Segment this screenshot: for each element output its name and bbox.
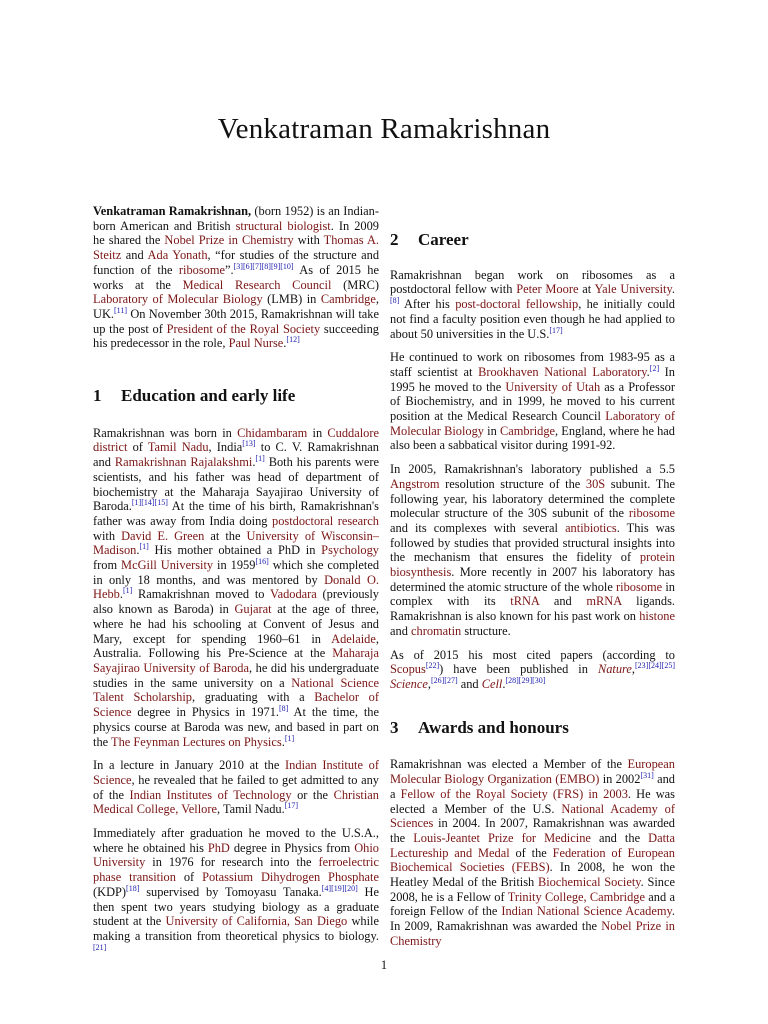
- link-chromatin[interactable]: chromatin: [411, 623, 462, 638]
- link-ada-yonath[interactable]: Ada Yonath: [147, 248, 208, 263]
- link-science[interactable]: Science: [390, 676, 428, 691]
- link-cell[interactable]: Cell: [481, 676, 503, 691]
- link-iisc[interactable]: Indian Institute of Science: [93, 758, 380, 787]
- link-ntse[interactable]: National Science Talent Scholarship: [93, 675, 379, 705]
- citation[interactable]: [21]: [93, 942, 107, 952]
- link-thomas-steitz[interactable]: Thomas A. Steitz: [93, 233, 380, 263]
- link-gujarat[interactable]: Gujarat: [234, 602, 272, 617]
- link-brookhaven[interactable]: Brookhaven National Laboratory: [478, 364, 647, 379]
- subject-name: Venkatraman Ramakrishnan,: [93, 204, 252, 218]
- citation[interactable]: [8]: [390, 296, 400, 306]
- link-frs[interactable]: Fellow of the Royal Society (FRS) in 2003: [400, 786, 628, 801]
- citation[interactable]: [1][14][15]: [131, 498, 168, 508]
- link-tamil-nadu[interactable]: Tamil Nadu: [147, 440, 209, 455]
- section-heading-career: 2 Career: [390, 230, 469, 249]
- link-nature[interactable]: Nature: [597, 662, 632, 677]
- link-louis-jeantet[interactable]: Louis-Jeantet Prize for Medicine: [413, 830, 591, 845]
- citation[interactable]: [2]: [649, 363, 660, 373]
- citation[interactable]: [28][29][30]: [505, 675, 546, 685]
- link-histone[interactable]: histone: [639, 609, 675, 624]
- citation[interactable]: [26][27]: [430, 675, 458, 685]
- link-nobel-prize[interactable]: Nobel Prize in Chemistry: [164, 233, 294, 248]
- section-heading-awards: 3 Awards and honours: [390, 717, 569, 737]
- link-kdp[interactable]: Potassium Dihydrogen Phosphate: [202, 870, 379, 885]
- link-ribosome[interactable]: ribosome: [628, 506, 675, 521]
- citation[interactable]: [8]: [279, 704, 289, 714]
- citation[interactable]: [1]: [284, 733, 295, 743]
- citation[interactable]: [12]: [286, 335, 300, 345]
- link-uw-madison[interactable]: University of Wisconsin–Madison: [93, 528, 379, 558]
- link-david-green[interactable]: David E. Green: [121, 528, 205, 543]
- link-psychology[interactable]: Psychology: [321, 543, 379, 558]
- link-scopus[interactable]: Scopus: [390, 662, 426, 677]
- link-insa[interactable]: Indian National Science Academy: [501, 904, 672, 919]
- link-mrna[interactable]: mRNA: [586, 594, 622, 609]
- education-paragraph-2: In a lecture in January 2010 at the Indian Institute of Science, he revealed that he failed to get admitted to any of the Indian Institutes of Technology or the Christian Medical College, Vellore, Tamil Nadu.[17]: [93, 758, 380, 817]
- link-trinity-college[interactable]: Trinity College, Cambridge: [507, 889, 645, 904]
- citation[interactable]: [17]: [549, 325, 563, 335]
- link-embo[interactable]: European Molecular Biology Organization (EMBO): [390, 757, 675, 787]
- career-paragraph-4: As of 2015 his most cited papers (according to Scopus[22]) have been published in Nature,[23][24][25] Science,[26][27] and Cell.[28][29][30]: [390, 647, 675, 691]
- link-ferroelectric[interactable]: ferroelectric phase transition: [93, 855, 379, 885]
- link-ribosome[interactable]: ribosome: [616, 579, 663, 594]
- link-postdoc-fellowship[interactable]: post-doctoral fellowship: [455, 297, 579, 312]
- link-peter-moore[interactable]: Peter Moore: [516, 282, 579, 297]
- left-column: [93, 204, 379, 967]
- link-nas[interactable]: National Academy of Sciences: [390, 801, 675, 831]
- citation[interactable]: [31]: [640, 771, 654, 781]
- link-cambridge[interactable]: Cambridge: [320, 292, 376, 307]
- awards-paragraph-1: Ramakrishnan was elected a Member of the European Molecular Biology Organization (EMBO) in 2002[31] and a Fellow of the Royal Society (FRS) in 2003. He was elected a Member of the U.S. National Academy of Sciences in 2004. In 2007, Ramakrishnan was awarded the Louis-Jeantet Prize for Medicine and the Datta Lectureship and Medal of the Federation of European Biochemical Societies (FEBS). In 2008, he won the Heatley Medal of the British Biochemical Society. Since 2008, he is a Fellow of Trinity College, Cambridge and a foreign Fellow of the Indian National Science Academy. In 2009, Ramakrishnan was awarded the Nobel Prize in Chemistry: [390, 757, 675, 948]
- citation[interactable]: [22]: [425, 661, 440, 671]
- education-paragraph-1: Ramakrishnan was born in Chidambaram in Cuddalore district of Tamil Nadu, India[13] to C. V. Ramakrishnan and Ramakrishnan Rajalakshmi.[1] Both his parents were scientists, and his father was head of department of biochemistry at the Maharaja Sayajirao University of Baroda.[1][14][15] At the time of his birth, Ramakrishnan's father was away from India doing postdoctoral research with David E. Green at the University of Wisconsin–Madison.[1] His mother obtained a PhD in Psychology from McGill University in 1959[16] which she completed in only 18 months, and was mentored by Donald O. Hebb.[1] Ramakrishnan moved to Vadodara (previously also known as Baroda) in Gujarat at the age of three, where he had his schooling at Convent of Jesus and Mary, except for spending 1960–61 in Adelaide, Australia. Following his Pre-Science at the Maharaja Sayajirao University of Baroda, he did his undergraduate studies in the same university on a National Science Talent Scholarship, graduating with a Bachelor of Science degree in Physics in 1971.[8] At the time, the physics course at Baroda was new, and based in part on the The Feynman Lectures on Physics.[1]: [93, 425, 380, 749]
- citation[interactable]: [23][24][25]: [635, 661, 675, 671]
- link-30s[interactable]: 30S: [585, 476, 606, 491]
- link-utah[interactable]: University of Utah: [505, 379, 601, 394]
- link-bsc[interactable]: Bachelor of Science: [93, 690, 379, 720]
- link-cambridge[interactable]: Cambridge: [499, 423, 556, 438]
- link-antibiotics[interactable]: antibiotics: [565, 520, 617, 535]
- link-yale[interactable]: Yale University: [594, 282, 672, 297]
- link-mrc[interactable]: Medical Research Council: [182, 277, 332, 292]
- citation[interactable]: [17]: [284, 801, 299, 811]
- citation[interactable]: [1]: [122, 586, 133, 596]
- link-iit[interactable]: Indian Institutes of Technology: [129, 787, 292, 802]
- link-febs[interactable]: Federation of European Biochemical Societies (FEBS): [390, 845, 675, 875]
- section-heading-education: 1 Education and early life: [93, 386, 296, 406]
- link-angstrom[interactable]: Angstrom: [390, 476, 440, 491]
- citation[interactable]: [1]: [255, 454, 265, 464]
- link-phd[interactable]: PhD: [207, 840, 230, 855]
- link-adelaide[interactable]: Adelaide: [331, 631, 376, 646]
- link-rajalakshmi[interactable]: Ramakrishnan Rajalakshmi: [114, 455, 253, 470]
- link-vadodara[interactable]: Vadodara: [270, 587, 317, 602]
- link-biochemical-society[interactable]: Biochemical Society: [537, 875, 641, 890]
- link-nobel-prize[interactable]: Nobel Prize in Chemistry: [390, 919, 675, 948]
- education-paragraph-3: Immediately after graduation he moved to the U.S.A., where he obtained his PhD degree in Physics from Ohio University in 1976 for research into the ferroelectric phase transition of Potassium Dihydrogen Phosphate (KDP)[18] supervised by Tomoyasu Tanaka.[4][19][20] He then spent two years studying biology as a graduate student at the University of California, San Diego while making a transition from theoretical physics to biology.[21]: [93, 826, 380, 952]
- link-chidambaram[interactable]: Chidambaram: [237, 425, 308, 440]
- link-ohio-university[interactable]: Ohio University: [93, 840, 379, 870]
- link-president-royal-society[interactable]: President of the Royal Society: [166, 321, 321, 336]
- link-cmc-vellore[interactable]: Christian Medical College, Vellore: [93, 787, 379, 817]
- article-title: Venkatraman Ramakrishnan: [217, 113, 551, 145]
- link-protein-biosynthesis[interactable]: protein biosynthesis: [390, 550, 675, 580]
- link-feynman-lectures[interactable]: The Feynman Lectures on Physics: [111, 734, 282, 749]
- link-datta-lectureship[interactable]: Datta Lectureship and Medal: [390, 830, 675, 860]
- link-structural-biologist[interactable]: structural biologist: [235, 218, 331, 233]
- citation[interactable]: [3][6][7][8][9][10]: [233, 261, 294, 271]
- link-ribosome[interactable]: ribosome: [178, 262, 226, 277]
- link-postdoctoral-research[interactable]: postdoctoral research: [272, 513, 380, 528]
- career-paragraph-1: Ramakrishnan began work on ribosomes as a postdoctoral fellow with Peter Moore at Yale University.[8] After his post-doctoral fellowship, he initially could not find a faculty position even though he had applied to about 50 universities in the U.S.[17]: [390, 267, 675, 341]
- link-paul-nurse[interactable]: Paul Nurse: [228, 336, 284, 351]
- link-mcgill[interactable]: McGill University: [121, 558, 214, 573]
- career-paragraph-3: In 2005, Ramakrishnan's laboratory published a 5.5 Angstrom resolution structure of the 30S subunit. The following year, his laboratory determined the complete molecular structure of the 30S subunit of the ribosome and its complexes with several antibiotics. This was followed by studies that provided structural insights into the mechanism that ensures the fidelity of protein biosynthesis. More recently in 2007 his laboratory has determined the atomic structure of the whole ribosome in complex with its tRNA and mRNA ligands. Ramakrishnan is also known for his past work on histone and chromatin structure.: [390, 462, 676, 638]
- link-donald-hebb[interactable]: Donald O. Hebb: [93, 572, 379, 602]
- link-trna[interactable]: tRNA: [510, 594, 540, 609]
- intro-paragraph: Venkatraman Ramakrishnan, (born 1952) is an Indian-born American and British structural biologist. In 2009 he shared the Nobel Prize in Chemistry with Thomas A. Steitz and Ada Yonath, “for studies of the structure and function of the ribosome”.[3][6][7][8][9][10] As of 2015 he works at the Medical Research Council (MRC) Laboratory of Molecular Biology (LMB) in Cambridge, UK.[11] On November 30th 2015, Ramakrishnan will take up the post of President of the Royal Society succeeding his predecessor in the role, Paul Nurse.[12]: [93, 204, 380, 351]
- link-cuddalore[interactable]: Cuddalore district: [93, 425, 379, 455]
- citation[interactable]: [16]: [255, 557, 269, 567]
- link-lmb[interactable]: Laboratory of Molecular Biology: [390, 409, 675, 438]
- citation[interactable]: [13]: [242, 439, 256, 449]
- link-lmb[interactable]: Laboratory of Molecular Biology: [93, 292, 263, 307]
- link-msu-baroda[interactable]: Maharaja Sayajirao University of Baroda: [93, 646, 379, 675]
- citation[interactable]: [1]: [139, 542, 149, 552]
- right-column: [390, 204, 675, 958]
- page-number: 1: [380, 958, 388, 972]
- citation[interactable]: [18]: [126, 883, 140, 893]
- link-ucsd[interactable]: University of California, San Diego: [165, 914, 348, 929]
- career-paragraph-2: He continued to work on ribosomes from 1983-95 as a staff scientist at Brookhaven National Laboratory.[2] In 1995 he moved to the University of Utah as a Professor of Biochemistry, and in 1999, he moved to his current position at the Medical Research Council Laboratory of Molecular Biology in Cambridge, England, where he had also been a sabbatical visitor during 1991-92.: [390, 350, 675, 453]
- citation[interactable]: [11]: [114, 305, 128, 315]
- citation[interactable]: [4][19][20]: [321, 883, 358, 893]
